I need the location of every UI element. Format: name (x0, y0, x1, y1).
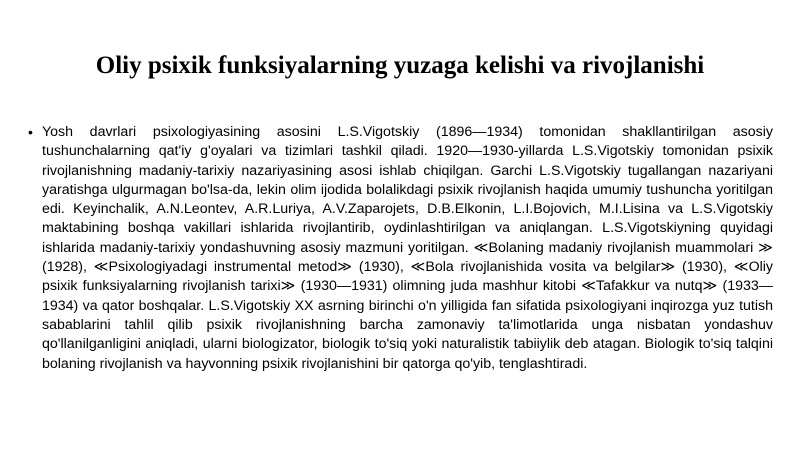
slide-title: Oliy psixik funksiyalarning yuzaga kelishi va rivojlanishi (95, 52, 705, 79)
bullet-icon: • (28, 124, 33, 140)
bullet-list (28, 123, 773, 374)
bullet-text: Yosh davrlari psixologiyasining asosini L.S.Vigotskiy (1896—1934) tomonidan shakllantirilgan asosiy tushunchalarning qat'iy g'oyalari va tizimlari tashkil qiladi. 1920—1930-yillarda L.S.Vigotskiy tomonidan psixik rivojlanishning madaniy-tarixiy nazariyasining asosi ishlab chiqilgan. Garchi L.S.Vigotskiy tugallangan nazariyani yaratishga ulgurmagan bo'lsa-da, lekin olim ijodida bolalikdagi psixik rivojlanish haqida umumiy tushuncha yoritilgan edi. Keyinchalik, A.N.Leontev, A.R.Luriya, A.V.Zaparojets, D.B.Elkonin, L.I.Bojovich, M.I.Lisina va L.S.Vigotskiy maktabining boshqa vakillari ishlarida rivojlantirib, oydinlashtirilgan va aniqlangan. L.S.Vigotskiyning quyidagi ishlarida madaniy-tarixiy yondashuvning asosiy mazmuni yoritilgan. ≪Bolaning madaniy rivojlanish muammolari ≫ (1928), ≪Psixologiyadagi instrumental metod≫ (1930), ≪Bola rivojlanishida vosita va belgilar≫ (1930), ≪Oliy psixik funksiyalarning rivojlanish tarixi≫ (1930—1931) olimning juda mashhur kitobi ≪Tafakkur va nutq≫ (1933—1934) va qator boshqalar. L.S.Vigotskiy XX asrning birinchi o'n yilligida fan sifatida psixologiyani inqirozga yuz tutish sabablarini tahlil qilib psixik rivojlanishning barcha zamonaviy ta'limotlarida unga nisbatan yondashuv qo'llanilganligini aniqladi, ularni biologizator, biologik to'siq yoki naturalistik tabiiylik deb atagan. Biologik to'siq talqini bolaning rivojlanish va hayvonning psixik rivojlanishini bir qatorga qo'yib, tenglashtiradi. (42, 124, 773, 372)
bullet-item (28, 123, 773, 374)
